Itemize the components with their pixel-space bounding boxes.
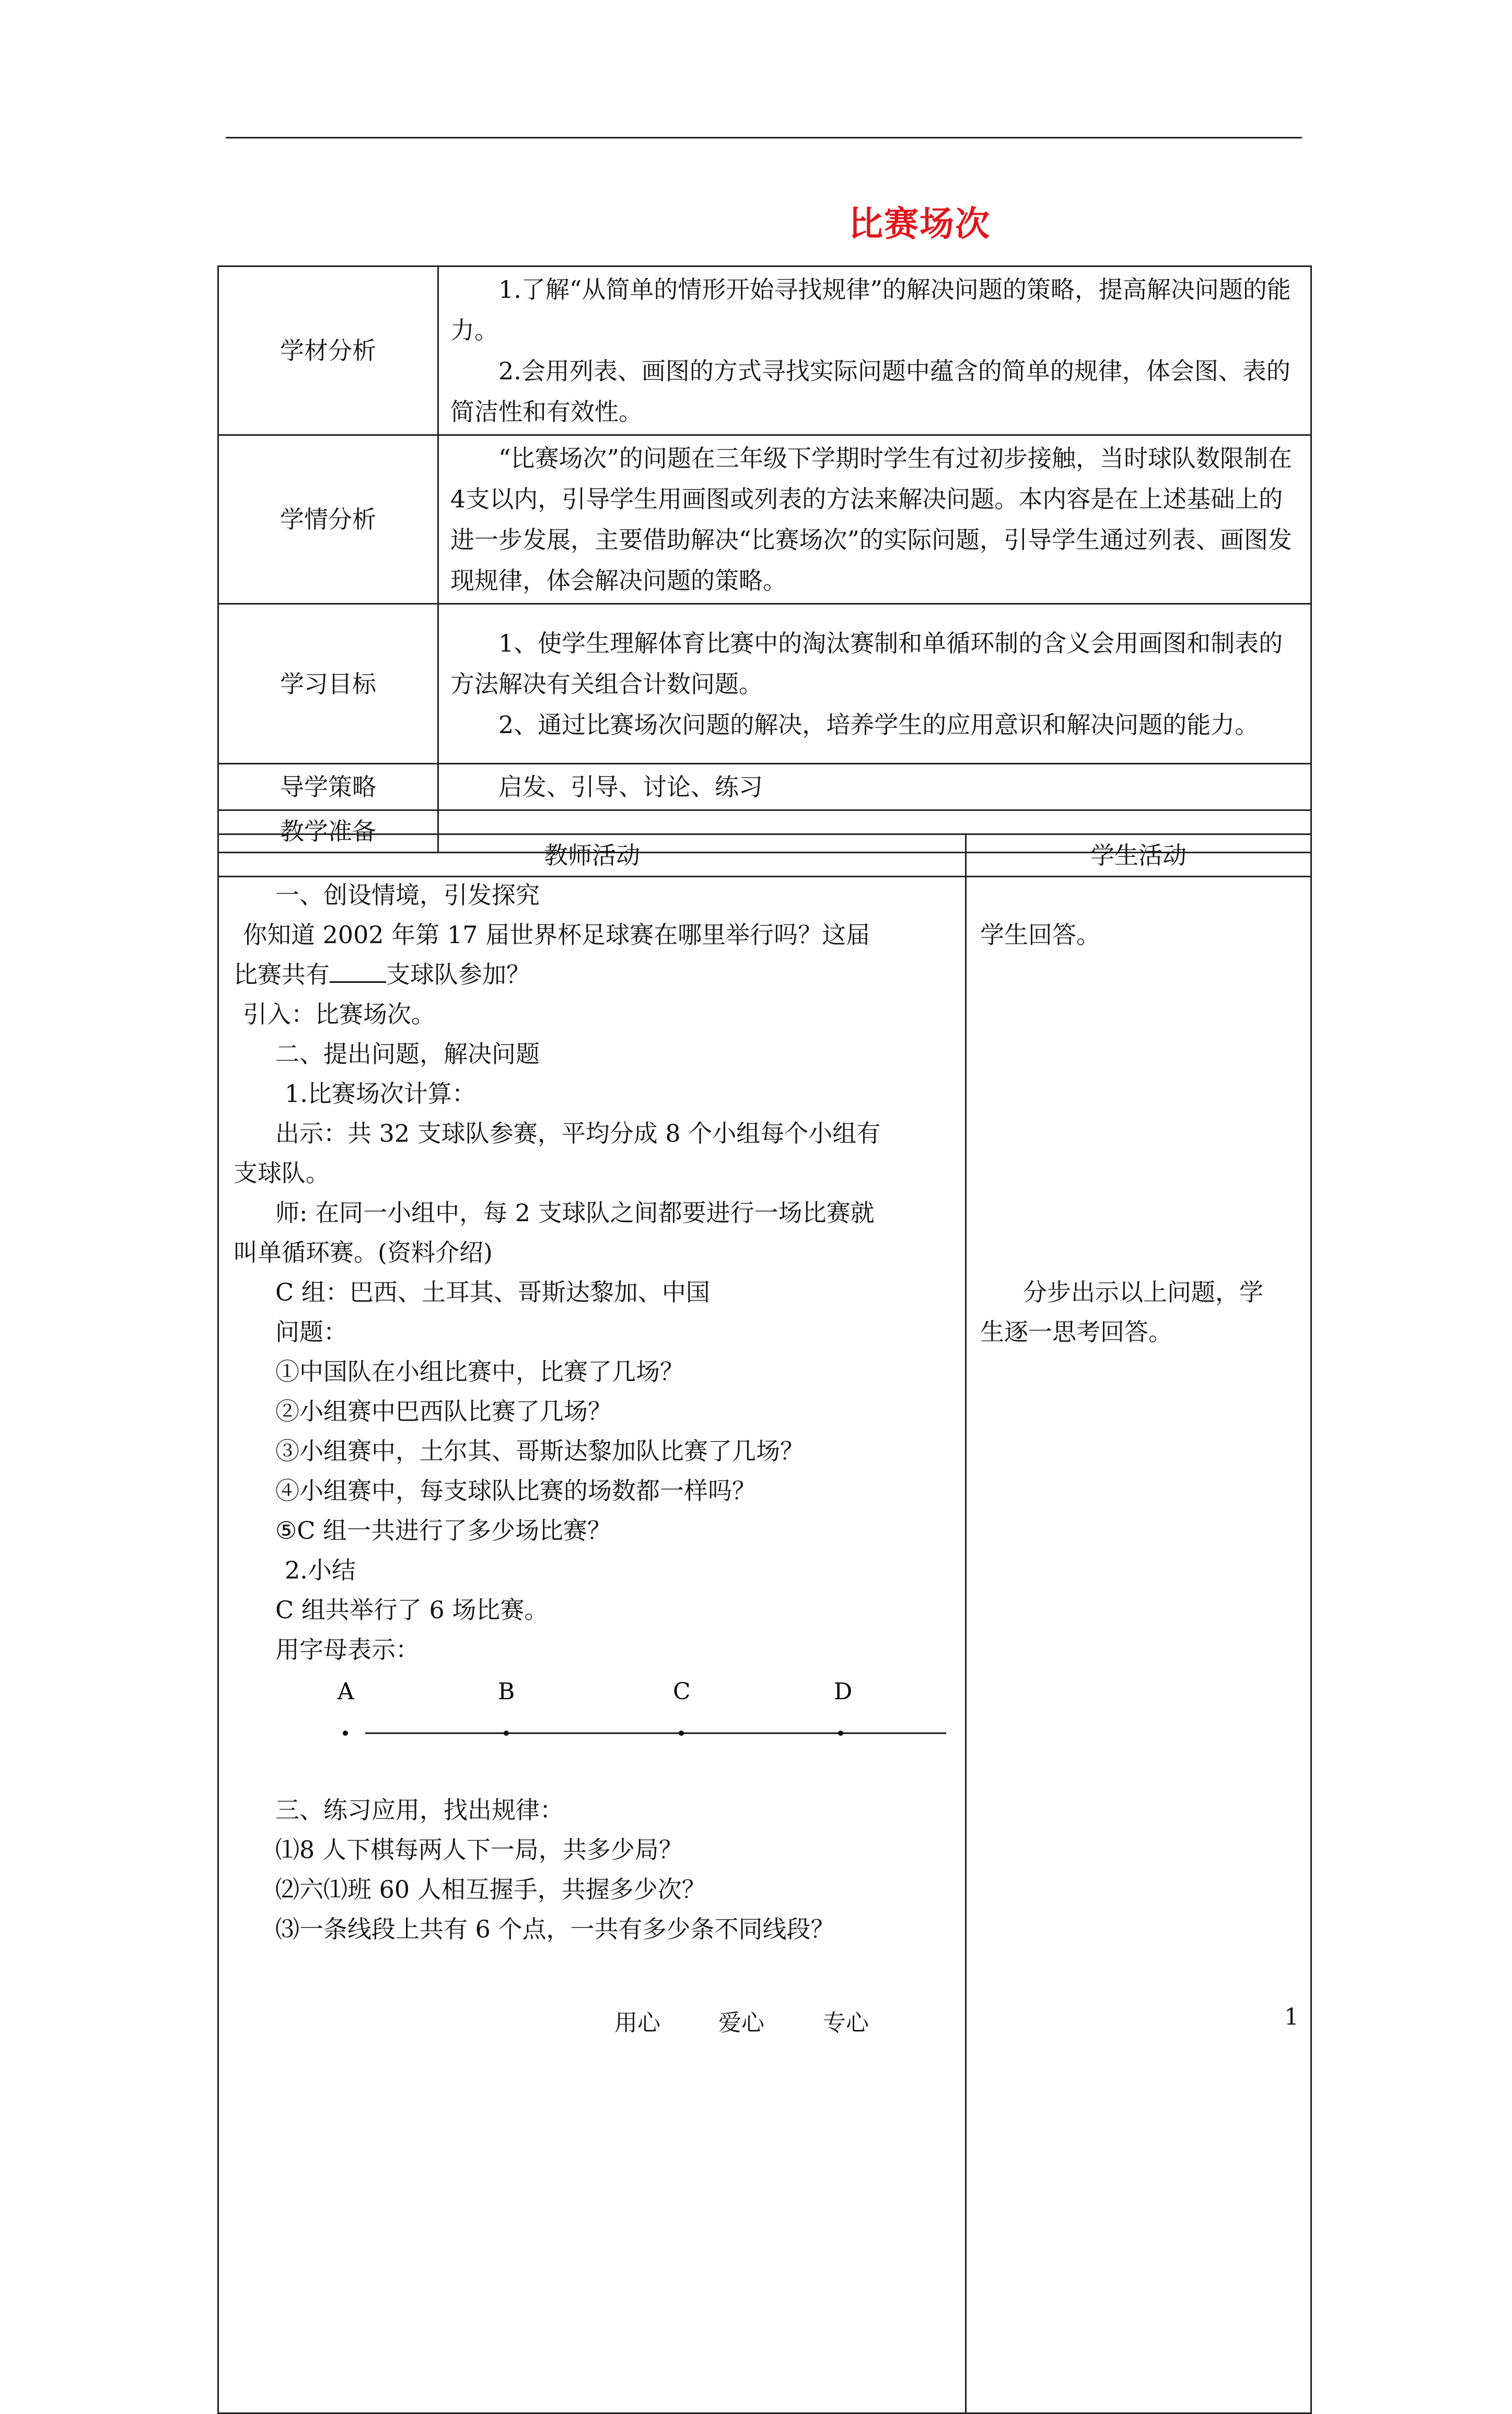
text-line: 叫单循环赛。(资料介绍) bbox=[234, 1238, 493, 1267]
paragraph: 1、使学生理解体育比赛中的淘汰赛制和单循环制的含义会用画图和制表的方法解决有关组合计数问题。 bbox=[450, 629, 1283, 698]
text-line: 支球队。 bbox=[234, 1159, 330, 1187]
footer-motto-2: 爱心 bbox=[718, 2010, 764, 2036]
text-line: 师: 在同一小组中，每 2 支球队之间都要进行一场比赛就 bbox=[275, 1199, 875, 1227]
paragraph: 2、通过比赛场次问题的解决，培养学生的应用意识和解决问题的能力。 bbox=[498, 710, 1259, 739]
text-line: 引入：比赛场次。 bbox=[243, 1000, 435, 1028]
exercise-item: ⑴8 人下棋每两人下一局，共多少局？ bbox=[275, 1836, 683, 1864]
section-heading: 三、练习应用，找出规律： bbox=[275, 1796, 564, 1824]
point-label-d: D bbox=[834, 1678, 853, 1705]
text-line: C 组共举行了 6 场比赛。 bbox=[275, 1596, 549, 1624]
header-rule bbox=[226, 137, 1302, 138]
point-label-b: B bbox=[498, 1678, 515, 1705]
table-row bbox=[218, 764, 1311, 810]
row-content bbox=[438, 604, 1311, 764]
analysis-table bbox=[217, 265, 1312, 853]
teacher-activity-cell bbox=[218, 877, 966, 2413]
question-item: ③小组赛中，土尔其、哥斯达黎加队比赛了几场？ bbox=[275, 1437, 804, 1465]
question-item: ①中国队在小组比赛中，比赛了几场？ bbox=[275, 1357, 684, 1386]
text-line: 用字母表示： bbox=[275, 1635, 420, 1664]
point-dot-a bbox=[343, 1731, 348, 1736]
footer-motto-3: 专心 bbox=[823, 2010, 869, 2036]
student-activity-cell bbox=[966, 877, 1311, 2413]
row-content bbox=[438, 266, 1311, 435]
paragraph: “比赛场次”的问题在三年级下学期时学生有过初步接触，当时球队数限制在4支以内，引导学生用画图或列表的方法来解决问题。本内容是在上述基础上的进一步发展，主要借助解决“比赛场次”的实际问题，引导学生通过列表、画图发现规律，体会解决问题的策略。 bbox=[450, 444, 1293, 595]
section-heading: 二、提出问题，解决问题 bbox=[275, 1040, 540, 1068]
row-label: 导学策略 bbox=[218, 764, 438, 810]
segment-diagram bbox=[219, 877, 965, 1818]
text-line: C 组：巴西、土耳其、哥斯达黎加、中国 bbox=[275, 1278, 710, 1306]
paragraph: 2.会用列表、画图的方式寻找实际问题中蕴含的简单的规律，体会图、表的简洁性和有效性。 bbox=[450, 357, 1290, 426]
exercise-item: ⑶一条线段上共有 6 个点，一共有多少条不同线段？ bbox=[275, 1915, 835, 1943]
row-label: 学习目标 bbox=[218, 604, 438, 764]
exercise-item: ⑵六⑴班 60 人相互握手，共握多少次？ bbox=[275, 1875, 706, 1904]
question-item: ④小组赛中，每支球队比赛的场数都一样吗？ bbox=[275, 1477, 756, 1505]
paragraph: 1.了解“从简单的情形开始寻找规律”的解决问题的策略，提高解决问题的能力。 bbox=[450, 275, 1291, 344]
point-dot-d bbox=[838, 1731, 843, 1736]
point-label-c: C bbox=[673, 1678, 691, 1705]
text-line: 你知道 2002 年第 17 届世界杯足球赛在哪里举行吗？这届 bbox=[243, 921, 870, 949]
row-content bbox=[438, 435, 1311, 604]
text-line: 1.比赛场次计算： bbox=[285, 1080, 476, 1108]
row-label: 学材分析 bbox=[218, 266, 438, 435]
text-line: 问题： bbox=[275, 1318, 347, 1346]
table-row bbox=[218, 435, 1311, 604]
point-dot-c bbox=[679, 1731, 684, 1736]
point-label-a: A bbox=[338, 1678, 354, 1705]
paragraph: 启发、引导、讨论、练习 bbox=[498, 773, 763, 801]
student-response: 分步出示以上问题，学 bbox=[1023, 1278, 1263, 1306]
page-number: 1 bbox=[1284, 2004, 1299, 2030]
activity-table bbox=[217, 833, 1312, 2414]
student-activity-header: 学生活动 bbox=[966, 834, 1311, 877]
activity-header-row bbox=[218, 834, 1311, 877]
teacher-activity-header: 教师活动 bbox=[218, 834, 966, 877]
row-label: 学情分析 bbox=[218, 435, 438, 604]
text-line: 出示：共 32 支球队参赛，平均分成 8 个小组每个小组有 bbox=[275, 1119, 881, 1147]
student-response: 生逐一思考回答。 bbox=[980, 1318, 1172, 1346]
question-item: ⑤C 组一共进行了多少场比赛？ bbox=[275, 1516, 612, 1545]
table-row bbox=[218, 604, 1311, 764]
section-heading: 一、创设情境，引发探究 bbox=[275, 881, 540, 909]
text-line: 比赛共有 支球队参加？ bbox=[234, 960, 530, 989]
footer-motto-1: 用心 bbox=[614, 2010, 660, 2036]
text-line: 2.小结 bbox=[285, 1556, 356, 1584]
row-label: 教学准备 bbox=[218, 810, 438, 853]
row-content bbox=[438, 764, 1311, 810]
document-title: 比赛场次 bbox=[848, 203, 991, 244]
activity-body-row bbox=[218, 877, 1311, 2413]
question-item: ②小组赛中巴西队比赛了几场？ bbox=[275, 1397, 612, 1425]
table-row bbox=[218, 266, 1311, 435]
point-dot-b bbox=[504, 1731, 509, 1736]
student-response: 学生回答。 bbox=[980, 921, 1100, 949]
